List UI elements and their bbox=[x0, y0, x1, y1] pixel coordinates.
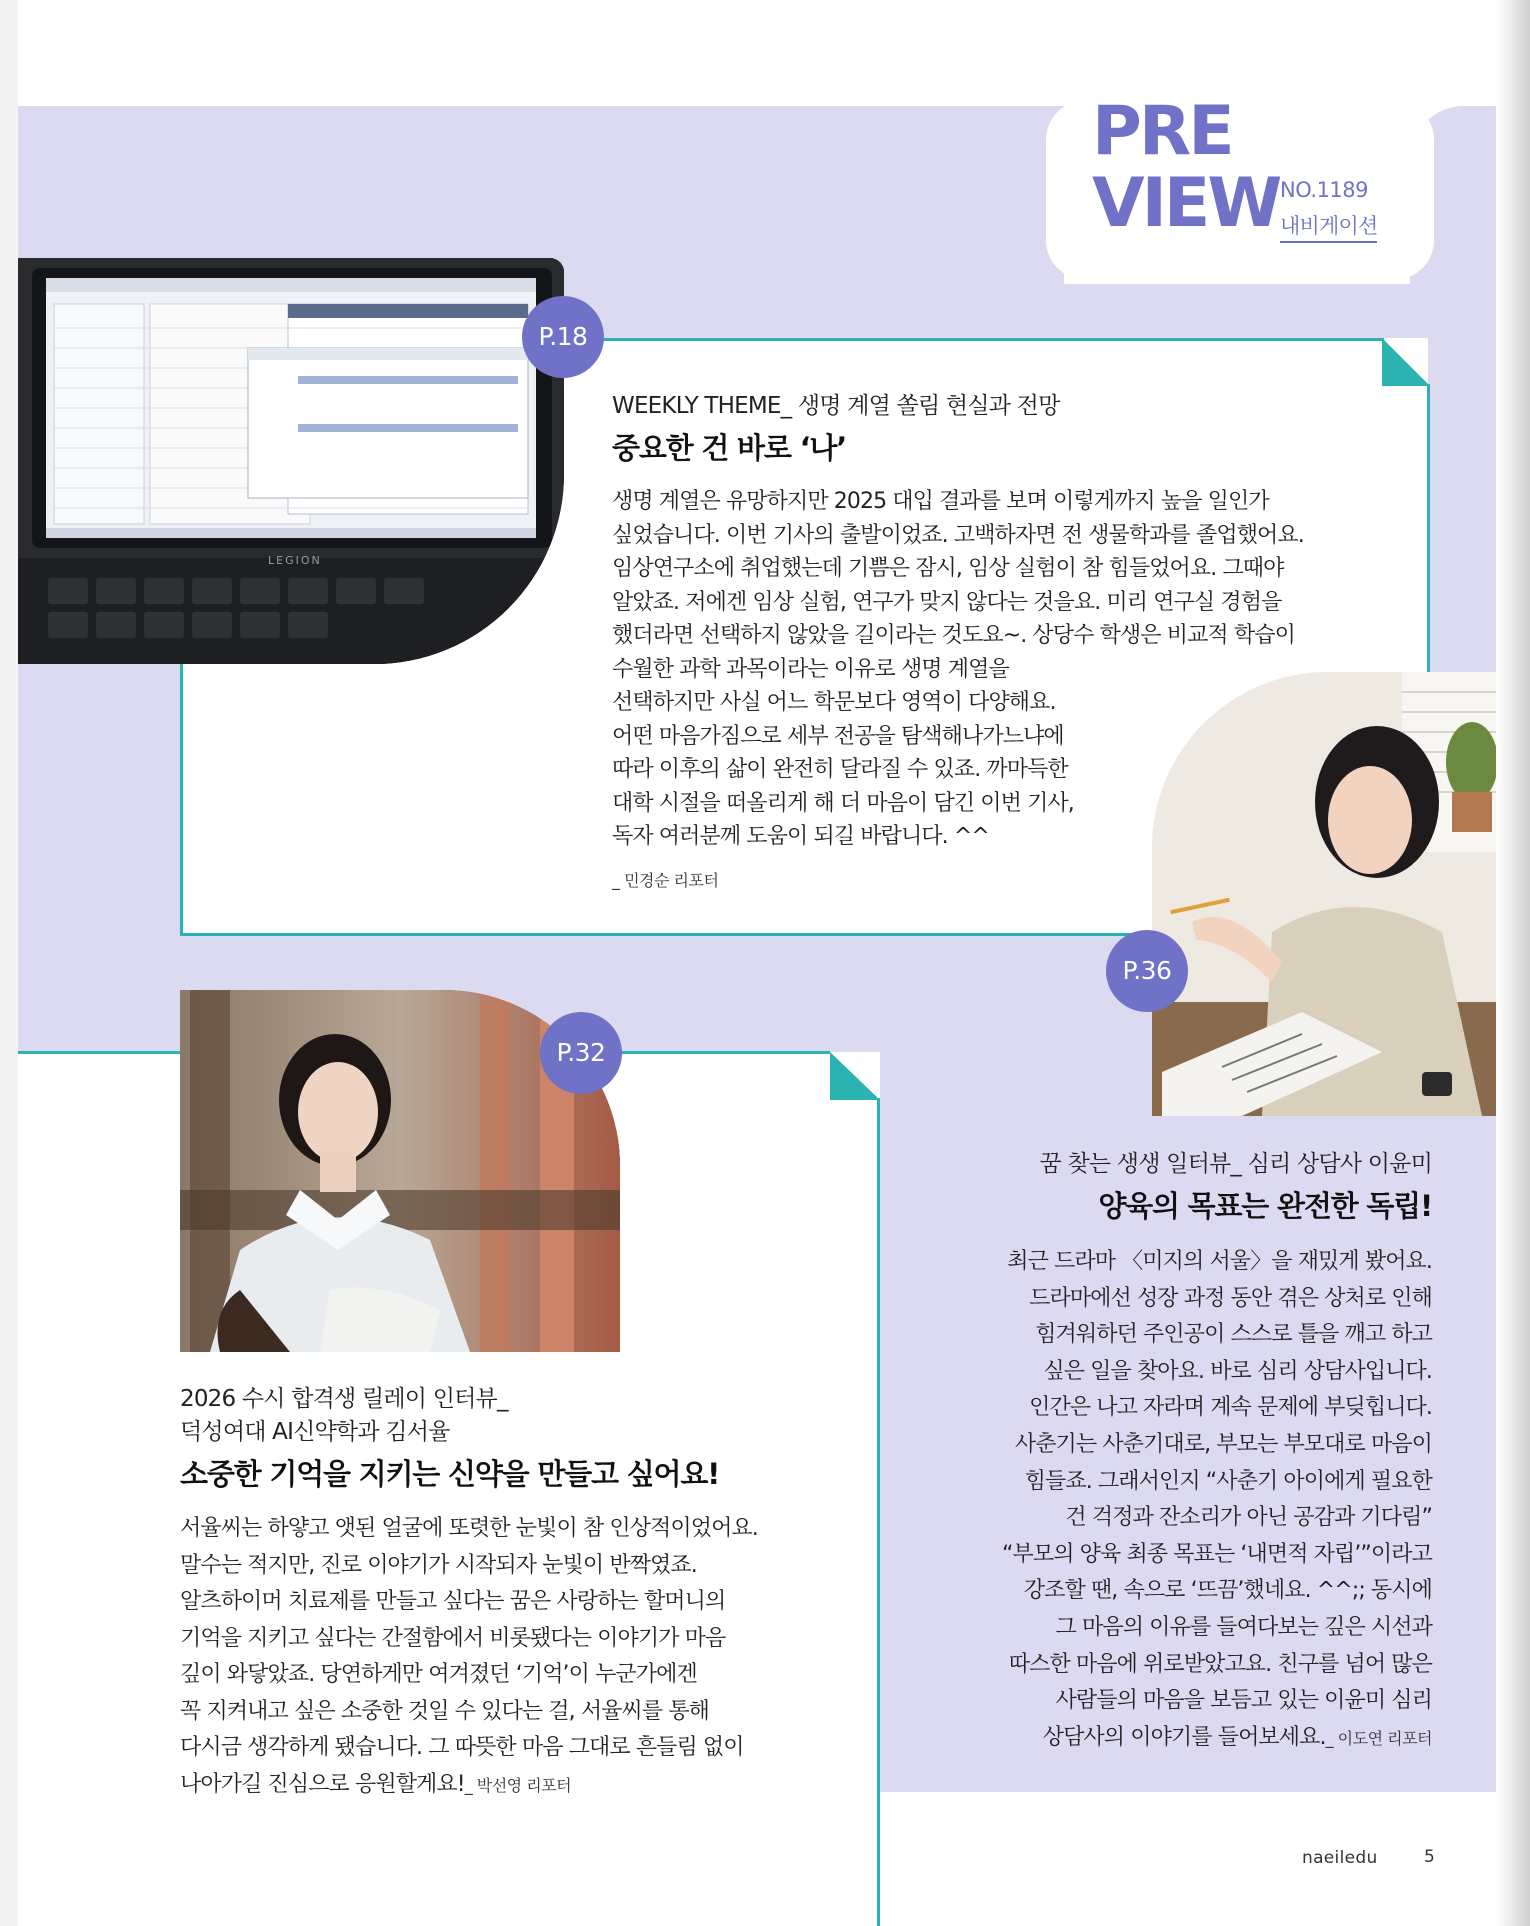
article3-line: 최근 드라마 〈미지의 서울〉을 재밌게 봤어요. bbox=[1007, 1249, 1432, 1274]
article1-line: 독자 여러분께 도움이 되길 바랍니다. ^^ bbox=[612, 824, 989, 849]
article1-fold-corner bbox=[1382, 338, 1430, 386]
article2-kicker-line2: 덕성여대 AI신약학과 김서율 bbox=[180, 1419, 450, 1445]
page-badge-p36[interactable]: P.36 bbox=[1106, 930, 1188, 1012]
article2-fold-corner bbox=[830, 1052, 880, 1100]
article1-line: 생명 계열은 유망하지만 2025 대입 결과를 보며 이렇게까지 높을 일인가 bbox=[612, 489, 1269, 514]
article3-line: 사람들의 마음을 보듬고 있는 이윤미 심리 bbox=[1055, 1688, 1432, 1714]
article1-line: 대학 시절을 떠올리게 해 더 마음이 담긴 이번 기사, bbox=[612, 790, 1074, 816]
article3-line: 상담사의 이야기를 들어보세요. bbox=[1042, 1724, 1326, 1750]
article1-headline: 중요한 건 바로 ‘나’ bbox=[612, 431, 847, 465]
article3-line: 사춘기는 사춘기대로, 부모는 부모대로 마음이 bbox=[1014, 1431, 1432, 1457]
article3-kicker: 꿈 찾는 생생 일터뷰_ 심리 상담사 이윤미 bbox=[1039, 1151, 1432, 1177]
article1-line: 어떤 마음가짐으로 세부 전공을 탐색해나가느냐에 bbox=[612, 723, 1064, 749]
article3-credit: _ 이도연 리포터 bbox=[1325, 1728, 1432, 1748]
article3-line: 따스한 마음에 위로받았고요. 친구를 넘어 많은 bbox=[1008, 1651, 1432, 1677]
article3-line: “부모의 양육 최종 목표는 ‘내면적 자립’”이라고 bbox=[1002, 1541, 1432, 1567]
laptop-screen-photo bbox=[18, 258, 564, 664]
preview-logo bbox=[1092, 92, 1280, 243]
article3-last-line bbox=[1002, 1720, 1432, 1758]
page-badge-p32[interactable]: P.32 bbox=[540, 1012, 622, 1094]
logo-line-view: VIEW bbox=[1092, 164, 1280, 243]
footer-page-number: 5 bbox=[1424, 1847, 1435, 1867]
article2-line: 꼭 지켜내고 싶은 소중한 것일 수 있다는 걸, 서율씨를 통해 bbox=[180, 1698, 710, 1724]
article2-line: 서율씨는 하얗고 앳된 얼굴에 또렷한 눈빛이 참 인상적이었어요. bbox=[180, 1516, 758, 1541]
footer-brand: naeiledu bbox=[1302, 1848, 1378, 1868]
article2-line: 다시금 생각하게 됐습니다. 그 따뜻한 마음 그대로 흔들림 없이 bbox=[180, 1735, 744, 1760]
issue-number: NO.1189 bbox=[1280, 178, 1369, 202]
article3-line: 드라마에선 성장 과정 동안 겪은 상처로 인해 bbox=[1029, 1285, 1432, 1311]
logo-line-pre: PRE bbox=[1092, 92, 1232, 171]
article3-line: 강조할 땐, 속으로 ‘뜨끔’했네요. ^^;; 동시에 bbox=[1023, 1578, 1432, 1604]
article3-line: 힘들죠. 그래서인지 “사춘기 아이에게 필요한 bbox=[1024, 1468, 1432, 1494]
article1-credit: _ 민경순 리포터 bbox=[612, 871, 719, 890]
page-left-edge bbox=[0, 0, 18, 1926]
article2-kicker-line1: 2026 수시 합격생 릴레이 인터뷰_ bbox=[180, 1386, 508, 1412]
article2-line: 깊이 와닿았죠. 당연하게만 여겨졌던 ‘기억’이 누군가에겐 bbox=[180, 1662, 697, 1687]
counselor-interview-photo bbox=[1152, 672, 1500, 1116]
article1-line: 선택하지만 사실 어느 학문보다 영역이 다양해요. bbox=[612, 690, 1056, 715]
article3-line: 인간은 나고 자라며 계속 문제에 부딪힙니다. bbox=[1029, 1395, 1432, 1421]
article3-line: 힘겨워하던 주인공이 스스로 틀을 깨고 하고 bbox=[1035, 1322, 1432, 1348]
article1-kicker: WEEKLY THEME_ 생명 계열 쏠림 현실과 전망 bbox=[612, 393, 1060, 419]
article2-credit: _ 박선영 리포터 bbox=[464, 1775, 572, 1795]
laptop-illustration bbox=[18, 258, 564, 664]
article2-headline: 소중한 기억을 지키는 신약을 만들고 싶어요! bbox=[180, 1457, 720, 1491]
page-edge-shadow bbox=[1496, 0, 1530, 1926]
article1-panel-right-line bbox=[1427, 384, 1430, 680]
article2-line: 말수는 적지만, 진로 이야기가 시작되자 눈빛이 반짝였죠. bbox=[180, 1552, 697, 1578]
article3-body bbox=[1002, 1244, 1432, 1757]
article1-line: 임상연구소에 취업했는데 기쁨은 잠시, 임상 실험이 참 힘들었어요. 그때야 bbox=[612, 556, 1284, 581]
section-name: 내비게이션 bbox=[1280, 210, 1377, 243]
article1-line: 싶었습니다. 이번 기사의 출발이었죠. 고백하자면 전 생물학과를 졸업했어요. bbox=[612, 522, 1304, 548]
article2-panel-right-line bbox=[877, 1098, 880, 1926]
article2-line: 알츠하이머 치료제를 만들고 싶다는 꿈은 사랑하는 할머니의 bbox=[180, 1589, 726, 1614]
article1-line: 따라 이후의 삶이 완전히 달라질 수 있죠. 까마득한 bbox=[612, 757, 1068, 782]
counselor-illustration bbox=[1152, 672, 1500, 1116]
article1-line: 알았죠. 저에겐 임상 실험, 연구가 맞지 않다는 것을요. 미리 연구실 경험을 bbox=[612, 589, 1282, 615]
laptop-brand-label: LEGION bbox=[268, 554, 322, 567]
page-badge-p18[interactable]: P.18 bbox=[522, 296, 604, 378]
article1-panel-bottom-line bbox=[180, 933, 1152, 936]
article1-line: 했더라면 선택하지 않았을 길이라는 것도요~. 상당수 학생은 비교적 학습이 bbox=[612, 623, 1295, 648]
article3-line: 싶은 일을 찾아요. 바로 심리 상담사입니다. bbox=[1043, 1358, 1432, 1384]
article1-line: 수월한 과학 과목이라는 이유로 생명 계열을 bbox=[612, 656, 1009, 682]
article2-body bbox=[180, 1511, 758, 1804]
article3-line: 건 걱정과 잔소리가 아닌 공감과 기다림” bbox=[1065, 1505, 1432, 1531]
article2-line: 기억을 지키고 싶다는 간절함에서 비롯됐다는 이야기가 마음 bbox=[180, 1625, 726, 1651]
article2-last-line bbox=[180, 1767, 758, 1805]
article2-line: 나아가길 진심으로 응원할게요! bbox=[180, 1771, 465, 1797]
article3-headline: 양육의 목표는 완전한 독립! bbox=[1098, 1189, 1432, 1223]
article3-line: 그 마음의 이유를 들여다보는 깊은 시선과 bbox=[1055, 1614, 1432, 1640]
